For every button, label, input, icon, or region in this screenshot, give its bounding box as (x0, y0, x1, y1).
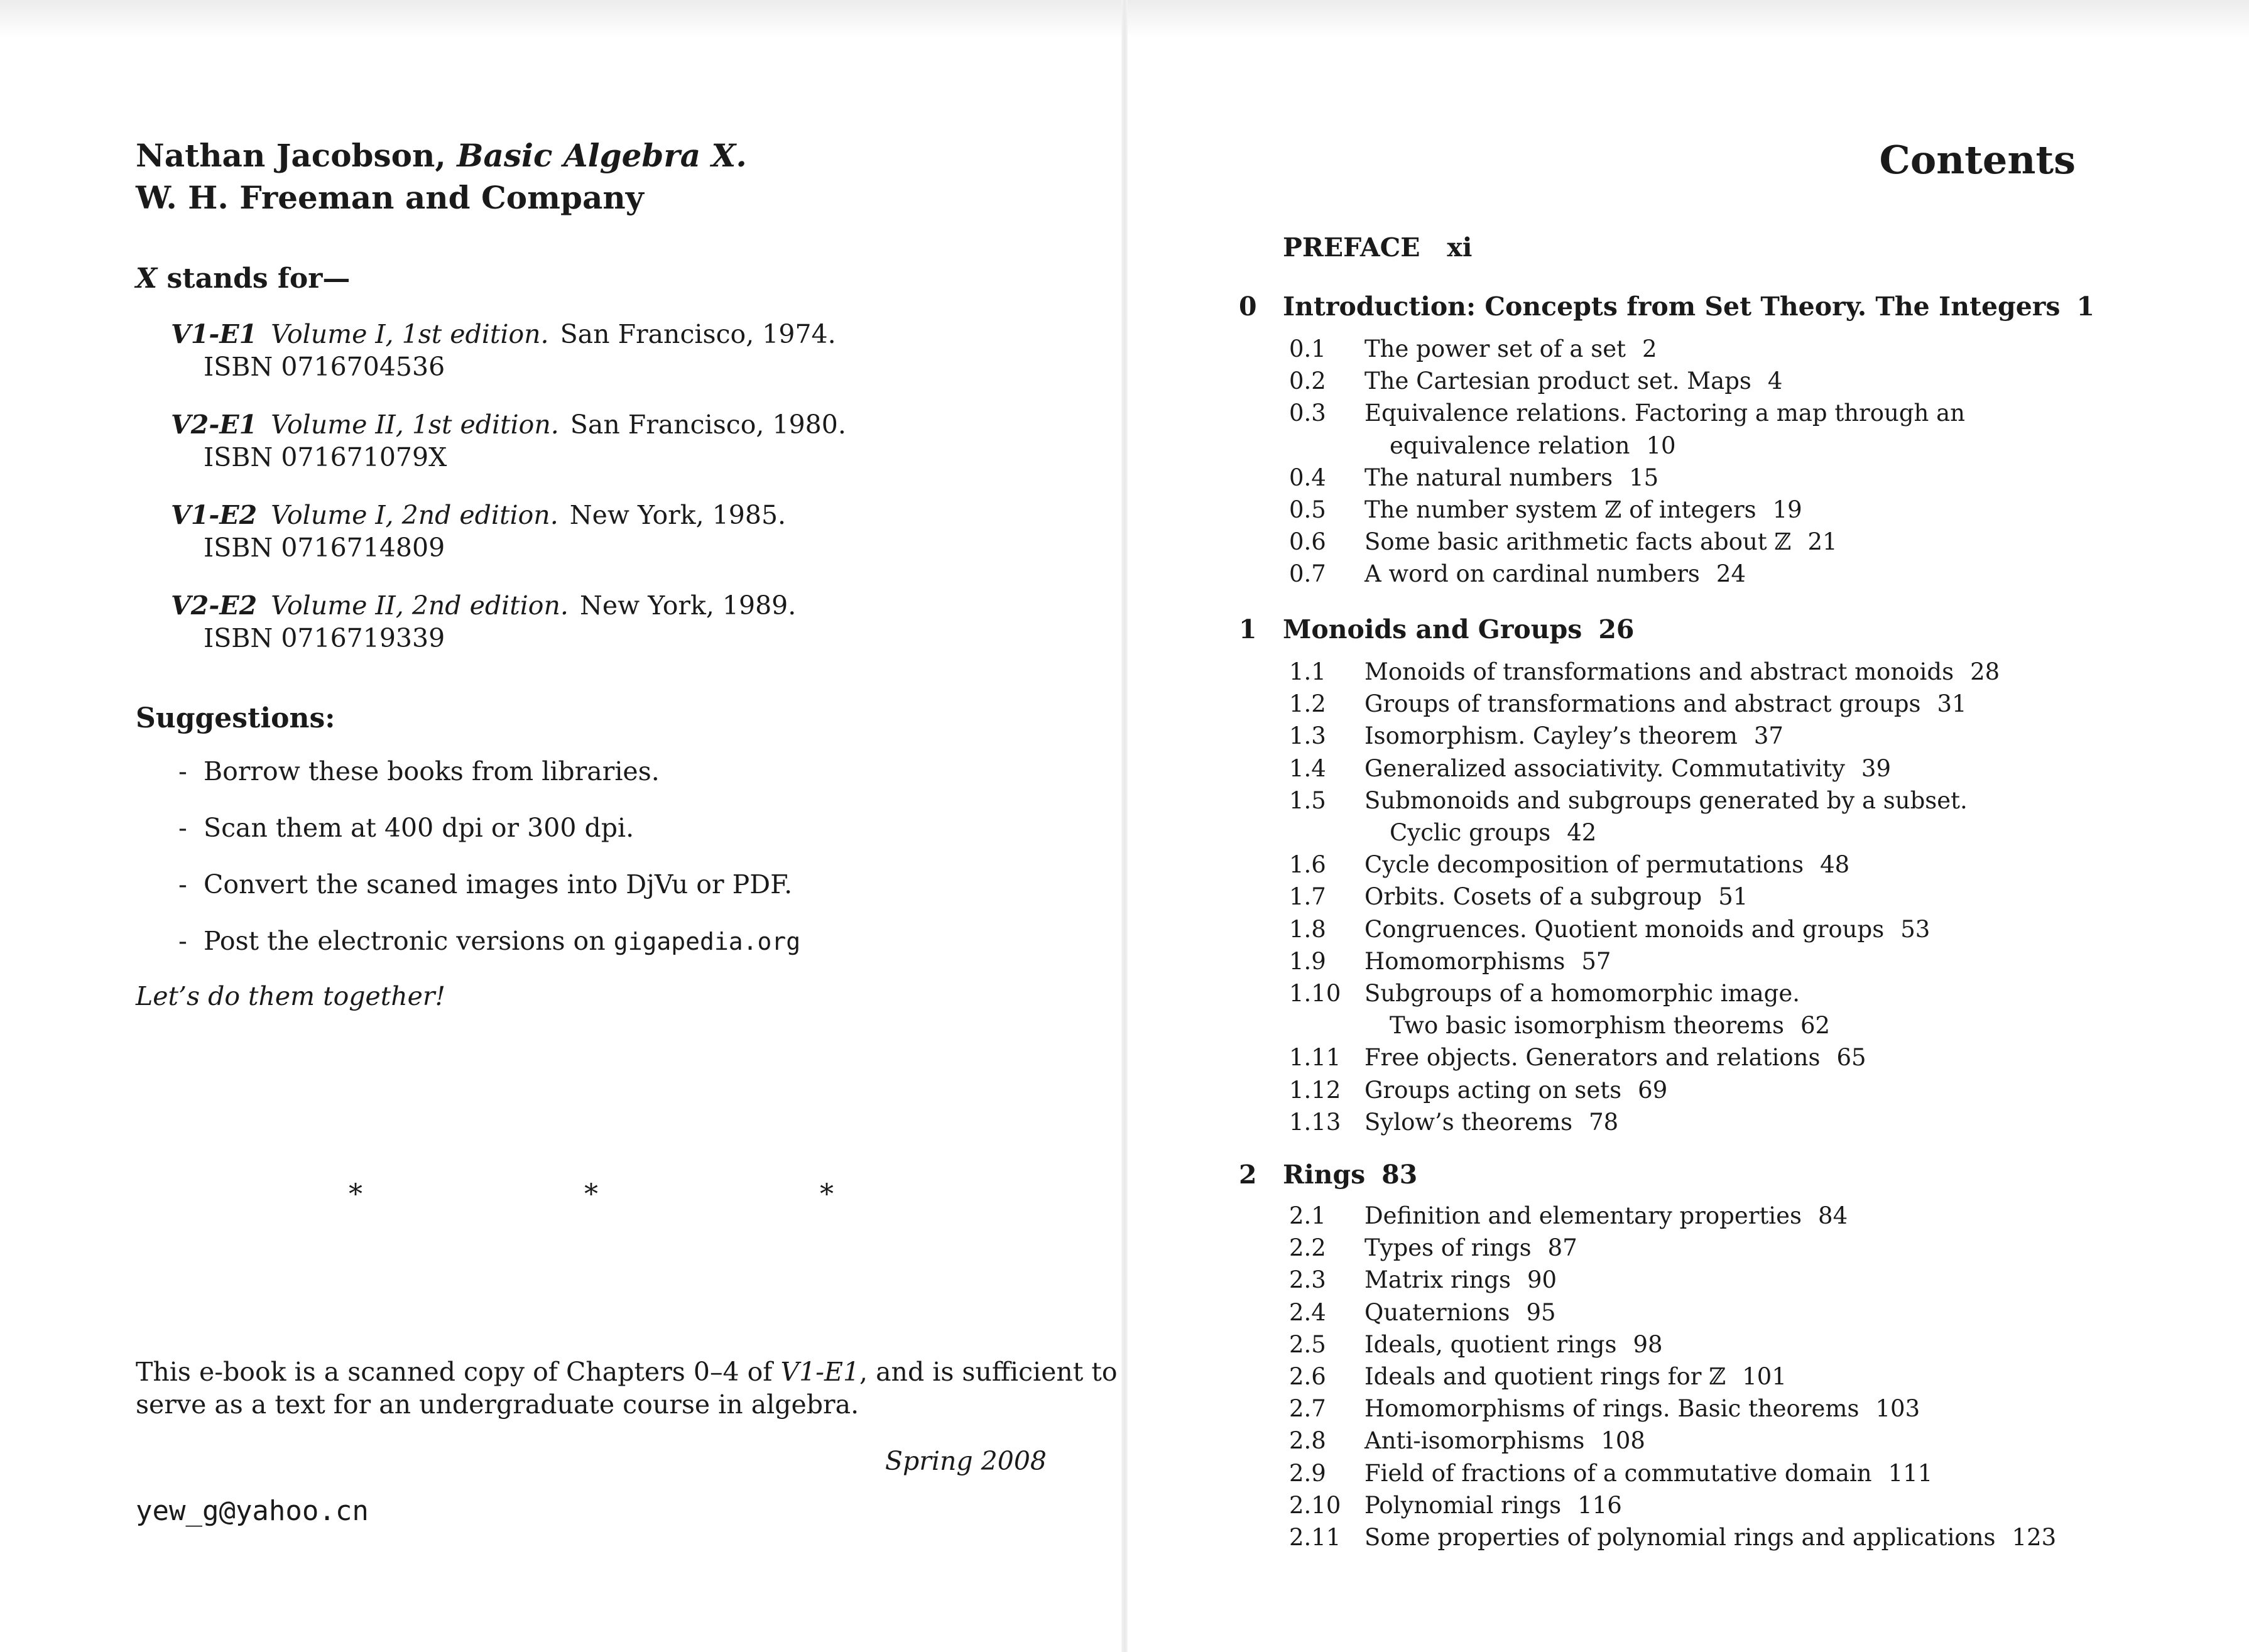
edition-desc: Volume I, 1st edition. (271, 319, 549, 349)
section-number: 1.5 (1289, 786, 1326, 814)
section-page: 78 (1589, 1108, 1619, 1136)
edition-desc: Volume II, 1st edition. (271, 410, 559, 440)
chapter-title-text: Rings (1283, 1160, 1366, 1190)
section-number: 1.8 (1289, 915, 1326, 943)
suggestion-text: Scan them at 400 dpi or 300 dpi. (204, 813, 634, 843)
x-stands-for (136, 263, 350, 295)
edition-place: San Francisco, 1980. (570, 410, 846, 440)
suggestion-item (178, 869, 792, 899)
closing-line: Let’s do them together! (136, 981, 445, 1011)
section-title (1364, 496, 1802, 523)
section-title (1364, 1234, 1577, 1261)
section-title (1364, 528, 1838, 555)
section-title (1364, 1524, 2056, 1551)
suggestion-text: Borrow these books from libraries. (204, 756, 660, 786)
section-title (1364, 658, 2000, 685)
section-title-text: Field of fractions of a commutative domain (1364, 1459, 1872, 1487)
section-page: 123 (2012, 1524, 2057, 1551)
section-number: 1.13 (1289, 1108, 1341, 1136)
edition-line (171, 319, 836, 349)
section-title-text: Groups of transformations and abstract groups (1364, 690, 1921, 718)
section-number: 0.3 (1289, 399, 1326, 427)
suggestion-url: gigapedia.org (613, 928, 801, 955)
chapter-title (1283, 614, 1634, 644)
section-page: 98 (1633, 1330, 1663, 1358)
section-title-cont-text: Two basic isomorphism theorems (1390, 1012, 1784, 1040)
section-number: 2.4 (1289, 1298, 1326, 1326)
suggestion-dash: - (178, 756, 187, 786)
section-page: 53 (1900, 915, 1930, 943)
section-title (1364, 916, 1930, 943)
publisher: W. H. Freeman and Company (136, 179, 644, 216)
section-title (1364, 1460, 1932, 1487)
section-number: 2.3 (1289, 1266, 1326, 1294)
chapter-page: 1 (2076, 291, 2095, 322)
section-page: 28 (1970, 658, 2000, 685)
section-number: 1.11 (1289, 1044, 1341, 1072)
section-title-text: Monoids of transformations and abstract monoids (1364, 658, 1954, 685)
section-title (1364, 722, 1783, 749)
section-number: 1.3 (1289, 722, 1326, 750)
suggestion-dash: - (178, 813, 187, 843)
section-page: 95 (1526, 1298, 1556, 1326)
section-title-text: Quaternions (1364, 1298, 1510, 1326)
edition-line (171, 410, 846, 440)
section-title-cont-text: Cyclic groups (1390, 819, 1551, 846)
star-3: * (820, 1178, 834, 1210)
section-page: 87 (1547, 1234, 1577, 1262)
section-title (1364, 1492, 1622, 1519)
section-page: 62 (1800, 1012, 1831, 1040)
section-page: 90 (1527, 1266, 1557, 1294)
section-title-text: The Cartesian product set. Maps (1364, 367, 1751, 395)
edition-desc: Volume II, 2nd edition. (271, 590, 569, 621)
section-number: 1.2 (1289, 690, 1326, 718)
section-title-text: The number system ℤ of integers (1364, 496, 1756, 523)
section-page: 10 (1646, 432, 1676, 459)
section-page: 19 (1772, 496, 1802, 523)
section-title (1364, 1077, 1667, 1104)
section-page: 103 (1875, 1395, 1920, 1423)
contents-heading: Contents (1879, 137, 2076, 183)
section-page: 51 (1718, 883, 1748, 911)
chapter-title-text: Monoids and Groups (1283, 614, 1582, 644)
section-title (1364, 560, 1746, 587)
chapter-page: 83 (1381, 1160, 1418, 1190)
edition-isbn: ISBN 0716704536 (204, 352, 445, 382)
section-page: 21 (1807, 528, 1838, 556)
chapter-number: 1 (1239, 614, 1257, 644)
section-number: 0.7 (1289, 560, 1326, 588)
suggestion-item (178, 813, 634, 843)
edition-line (171, 590, 796, 621)
chapter-page: 26 (1598, 614, 1635, 644)
section-number: 2.8 (1289, 1427, 1326, 1455)
section-number: 1.1 (1289, 658, 1326, 685)
left-page (0, 0, 1124, 1652)
section-title (1364, 1044, 1866, 1071)
section-title-text: The natural numbers (1364, 464, 1613, 491)
edition-code: V2-E1 (171, 410, 258, 440)
edition-place: New York, 1985. (569, 500, 787, 530)
section-number: 2.2 (1289, 1234, 1326, 1262)
section-number: 2.6 (1289, 1363, 1326, 1390)
section-title-continued (1390, 432, 1676, 459)
section-number: 2.5 (1289, 1330, 1326, 1358)
section-number: 1.9 (1289, 947, 1326, 975)
section-title-text: Polynomial rings (1364, 1491, 1562, 1519)
edition-code: V1-E1 (171, 319, 258, 349)
ebook-note-line-2: serve as a text for an undergraduate course in algebra. (136, 1389, 859, 1420)
section-number: 1.7 (1289, 883, 1326, 911)
x-symbol: X (136, 263, 158, 295)
section-title-text: Some properties of polynomial rings and applications (1364, 1524, 1996, 1551)
suggestion-dash: - (178, 926, 187, 956)
section-page: 42 (1567, 819, 1597, 846)
section-number: 2.1 (1289, 1202, 1326, 1229)
section-number: 2.10 (1289, 1491, 1341, 1519)
section-title-text: Free objects. Generators and relations (1364, 1044, 1821, 1072)
section-title (1364, 1109, 1618, 1136)
section-title-text: Ideals, quotient rings (1364, 1330, 1617, 1358)
ebook-note-line-1: This e-book is a scanned copy of Chapters 0–4 of V1-E1, and is sufficient to (136, 1357, 1118, 1387)
section-page: 65 (1836, 1044, 1866, 1072)
section-title-text: Definition and elementary properties (1364, 1202, 1802, 1229)
section-title-text: Homomorphisms of rings. Basic theorems (1364, 1395, 1860, 1423)
date-signature: Spring 2008 (885, 1446, 1047, 1476)
section-number: 0.2 (1289, 367, 1326, 395)
edition-isbn: ISBN 0716719339 (204, 623, 445, 653)
section-title-text: Isomorphism. Cayley’s theorem (1364, 722, 1738, 750)
section-title (1364, 1427, 1645, 1454)
section-page: 116 (1577, 1491, 1622, 1519)
section-number: 1.10 (1289, 980, 1341, 1007)
section-title (1364, 1363, 1787, 1390)
section-page: 111 (1888, 1459, 1933, 1487)
section-page: 84 (1818, 1202, 1848, 1229)
section-title-text: A word on cardinal numbers (1364, 560, 1700, 588)
right-page (1124, 0, 2249, 1652)
suggestion-item (178, 926, 800, 956)
section-number: 0.5 (1289, 496, 1326, 523)
edition-place: San Francisco, 1974. (560, 319, 836, 349)
section-page: 57 (1581, 947, 1611, 975)
section-title-text: Homomorphisms (1364, 947, 1566, 975)
section-title (1364, 464, 1658, 491)
section-page: 39 (1861, 754, 1891, 782)
section-title (1364, 1266, 1557, 1293)
section-number: 1.6 (1289, 851, 1326, 879)
section-title-text: Groups acting on sets (1364, 1076, 1622, 1104)
section-title: Subgroups of a homomorphic image. (1364, 980, 1800, 1007)
section-title-continued (1390, 1012, 1830, 1039)
edition-code: V1-E2 (171, 500, 258, 530)
star-2: * (584, 1178, 598, 1210)
section-title-text: Sylow’s theorems (1364, 1108, 1573, 1136)
suggestion-text: Post the electronic versions on (204, 926, 614, 956)
section-title: Submonoids and subgroups generated by a subset. (1364, 786, 1968, 814)
section-number: 2.7 (1289, 1395, 1326, 1423)
author-title-line (136, 137, 747, 174)
author-name: Nathan Jacobson, (136, 137, 446, 174)
section-page: 108 (1601, 1427, 1645, 1455)
chapter-title (1283, 291, 2094, 322)
edition-desc: Volume I, 2nd edition. (271, 500, 558, 530)
section-title (1364, 755, 1891, 782)
section-page: 31 (1937, 690, 1967, 718)
section-title-cont-text: equivalence relation (1390, 432, 1630, 459)
section-title-text: Matrix rings (1364, 1266, 1511, 1294)
edition-code: V2-E2 (171, 590, 258, 621)
section-title-text: Anti-isomorphisms (1364, 1427, 1585, 1455)
section-page: 24 (1716, 560, 1746, 588)
suggestion-item (178, 756, 660, 786)
section-title-text: The power set of a set (1364, 335, 1626, 362)
section-number: 2.11 (1289, 1524, 1341, 1551)
section-title-text: Generalized associativity. Commutativity (1364, 754, 1845, 782)
section-title (1364, 335, 1657, 362)
section-title (1364, 948, 1611, 975)
section-page: 15 (1629, 464, 1659, 491)
chapter-title-text: Introduction: Concepts from Set Theory. The Integers (1283, 291, 2061, 322)
section-number: 0.6 (1289, 528, 1326, 556)
section-page: 69 (1638, 1076, 1668, 1104)
edition-line (171, 500, 786, 530)
section-title (1364, 1331, 1663, 1358)
section-page: 101 (1742, 1363, 1787, 1390)
section-page: 4 (1767, 367, 1783, 395)
email-address: yew_g@yahoo.cn (136, 1495, 369, 1527)
section-title-text: Congruences. Quotient monoids and groups (1364, 915, 1885, 943)
chapter-number: 2 (1239, 1160, 1257, 1190)
section-number: 1.4 (1289, 754, 1326, 782)
section-title: Equivalence relations. Factoring a map through an (1364, 399, 1966, 427)
section-title (1364, 1202, 1848, 1229)
edition-isbn: ISBN 0716714809 (204, 533, 445, 563)
section-title (1364, 1395, 1920, 1422)
section-page: 48 (1820, 851, 1850, 879)
section-title (1364, 690, 1967, 717)
section-title (1364, 883, 1748, 910)
edition-isbn: ISBN 071671079X (204, 442, 447, 472)
section-page: 37 (1753, 722, 1783, 750)
section-title-text: Orbits. Cosets of a subgroup (1364, 883, 1702, 911)
preface-entry: PREFACE xi (1283, 232, 1473, 263)
edition-place: New York, 1989. (579, 590, 797, 621)
x-stands-label: stands for— (166, 263, 351, 295)
suggestion-text: Convert the scaned images into DjVu or PDF. (204, 869, 793, 899)
chapter-title (1283, 1160, 1417, 1190)
star-1: * (349, 1178, 362, 1210)
suggestion-dash: - (178, 869, 187, 899)
book-title: Basic Algebra X. (457, 137, 747, 174)
section-title-text: Some basic arithmetic facts about ℤ (1364, 528, 1792, 556)
section-title (1364, 851, 1849, 878)
chapter-number: 0 (1239, 291, 1257, 322)
section-title-text: Ideals and quotient rings for ℤ (1364, 1363, 1726, 1390)
section-title-continued (1390, 819, 1596, 846)
section-title (1364, 1299, 1556, 1326)
section-number: 1.12 (1289, 1076, 1341, 1104)
section-title (1364, 367, 1782, 394)
section-title-text: Cycle decomposition of permutations (1364, 851, 1804, 879)
section-number: 0.4 (1289, 464, 1326, 491)
section-number: 0.1 (1289, 335, 1326, 362)
section-page: 2 (1642, 335, 1657, 362)
section-title-text: Types of rings (1364, 1234, 1532, 1262)
section-number: 2.9 (1289, 1459, 1326, 1487)
suggestions-title: Suggestions: (136, 702, 335, 734)
